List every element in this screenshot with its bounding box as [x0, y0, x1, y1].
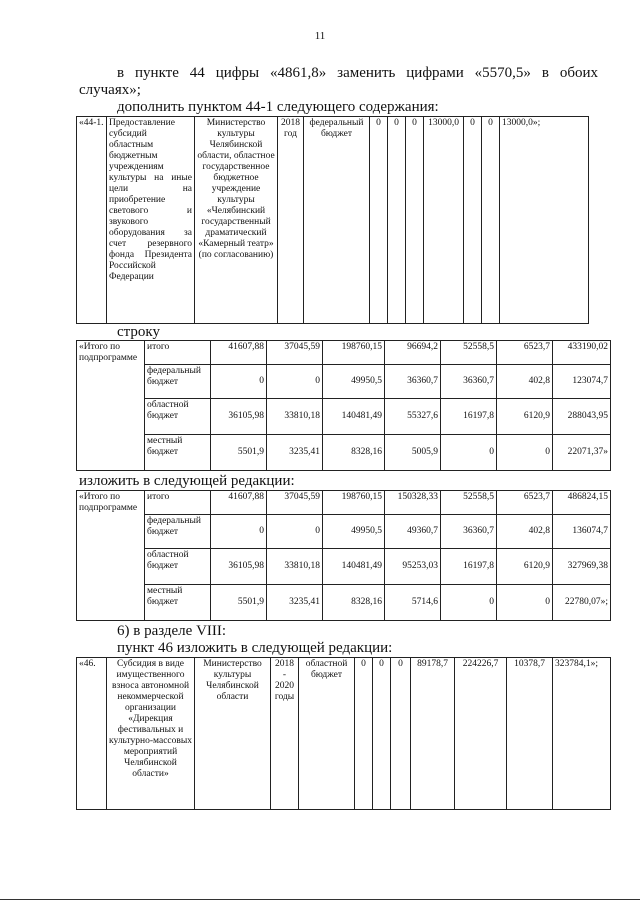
value-cell: 96694,2 [385, 341, 441, 365]
value-cell: 150328,33 [385, 491, 441, 515]
value-cell: 22780,07»; [553, 585, 611, 621]
value-cell: 16197,8 [441, 549, 497, 585]
value-cell: 0 [441, 435, 497, 471]
value-cell: 5005,9 [385, 435, 441, 471]
value-cell: 36360,7 [385, 365, 441, 399]
value-cell: 6523,7 [497, 341, 553, 365]
value-cell: 6120,9 [497, 399, 553, 435]
value-cell: 8328,16 [323, 585, 385, 621]
value-cell: 95253,03 [385, 549, 441, 585]
value-cell: 5501,9 [211, 585, 267, 621]
table-item-44-1 [76, 116, 589, 324]
stroku-label: строку [117, 324, 160, 340]
value-cell: 37045,59 [267, 491, 323, 515]
value-cell: 33810,18 [267, 399, 323, 435]
value-cell: 5714,6 [385, 585, 441, 621]
value-cell: 0 [482, 117, 500, 324]
item-name: Предоставление субсидий областным бюджетным учреждениям культуры на иные цели на приобретение светового и звукового оборудования за счет резервного фонда Президента Российской Федерации [107, 117, 195, 324]
value-cell: 36105,98 [211, 399, 267, 435]
value-cell: 89178,7 [411, 658, 455, 810]
value-cell: 402,8 [497, 365, 553, 399]
value-cell: 36360,7 [441, 365, 497, 399]
value-cell: 0 [267, 365, 323, 399]
value-cell: 140481,49 [323, 399, 385, 435]
value-cell: 3235,41 [267, 585, 323, 621]
value-cell: 402,8 [497, 515, 553, 549]
value-cell: 0 [355, 658, 373, 810]
value-cell: 486824,15 [553, 491, 611, 515]
value-cell: 0 [497, 435, 553, 471]
value-cell: 36105,98 [211, 549, 267, 585]
punkt-46-intro: пункт 46 изложить в следующей редакции: [117, 640, 393, 656]
item-source: областной бюджет [299, 658, 355, 810]
value-cell: 0 [406, 117, 424, 324]
value-cell: 327969,38 [553, 549, 611, 585]
value-cell: 22071,37» [553, 435, 611, 471]
value-cell: 0 [388, 117, 406, 324]
value-cell: 36360,7 [441, 515, 497, 549]
table-totals-old [76, 340, 611, 471]
value-cell: 49950,5 [323, 515, 385, 549]
table-totals-new [76, 490, 611, 621]
value-cell: 13000,0 [424, 117, 464, 324]
totals-label: «Итого по подпрограмме [77, 341, 145, 471]
value-cell: 136074,7 [553, 515, 611, 549]
paragraph-44-1-intro: дополнить пунктом 44-1 следующего содержания: [117, 99, 439, 115]
item-number: «46. [77, 658, 107, 810]
value-cell: 0 [370, 117, 388, 324]
value-cell: 10378,7 [507, 658, 553, 810]
row-source: итого [145, 341, 211, 365]
value-cell: 52558,5 [441, 491, 497, 515]
value-cell: 33810,18 [267, 549, 323, 585]
value-total: 13000,0»; [500, 117, 589, 324]
item-year: 2018 - 2020 годы [271, 658, 299, 810]
value-cell: 198760,15 [323, 491, 385, 515]
table-item-46 [76, 657, 611, 810]
value-cell: 6120,9 [497, 549, 553, 585]
value-cell: 37045,59 [267, 341, 323, 365]
value-cell: 6523,7 [497, 491, 553, 515]
page-bottom-rule [0, 899, 640, 900]
row-source: федеральный бюджет [145, 515, 211, 549]
value-cell: 16197,8 [441, 399, 497, 435]
value-cell: 123074,7 [553, 365, 611, 399]
value-cell: 0 [373, 658, 391, 810]
totals-label: «Итого по подпрограмме [77, 491, 145, 621]
item-year: 2018 год [278, 117, 304, 324]
item-name: Субсидия в виде имущественного взноса автономной некоммерческой организации «Дирекция фестивальных и культурно-массовых мероприятий Челябинской области» [107, 658, 195, 810]
value-cell: 0 [464, 117, 482, 324]
value-cell: 0 [391, 658, 411, 810]
value-cell: 52558,5 [441, 341, 497, 365]
paragraph-44-line1: в пункте 44 цифры «4861,8» заменить цифрами «5570,5» в обоих [117, 65, 598, 81]
item-organization: Министерство культуры Челябинской области [195, 658, 271, 810]
value-cell: 198760,15 [323, 341, 385, 365]
row-source: итого [145, 491, 211, 515]
value-cell: 0 [441, 585, 497, 621]
value-cell: 3235,41 [267, 435, 323, 471]
value-cell: 0 [211, 515, 267, 549]
value-total: 323784,1»; [553, 658, 611, 810]
item-organization: Министерство культуры Челябинской области, областное государственное бюджетное учреждение культуры «Челябинский государственный драматический «Камерный театр» (по согласованию) [195, 117, 278, 324]
value-cell: 55327,6 [385, 399, 441, 435]
section-heading: 6) в разделе VIII: [117, 623, 227, 639]
paragraph-44-line2: случаях»; [79, 82, 141, 98]
value-cell: 0 [497, 585, 553, 621]
value-cell: 49360,7 [385, 515, 441, 549]
value-cell: 41607,88 [211, 491, 267, 515]
row-source: областной бюджет [145, 399, 211, 435]
row-source: местный бюджет [145, 435, 211, 471]
value-cell: 140481,49 [323, 549, 385, 585]
value-cell: 49950,5 [323, 365, 385, 399]
row-source: федеральный бюджет [145, 365, 211, 399]
izlozhit-label: изложить в следующей редакции: [79, 473, 295, 489]
value-cell: 433190,02 [553, 341, 611, 365]
item-source: федеральный бюджет [304, 117, 370, 324]
row-source: областной бюджет [145, 549, 211, 585]
value-cell: 5501,9 [211, 435, 267, 471]
value-cell: 224226,7 [455, 658, 507, 810]
value-cell: 0 [267, 515, 323, 549]
value-cell: 41607,88 [211, 341, 267, 365]
value-cell: 0 [211, 365, 267, 399]
row-source: местный бюджет [145, 585, 211, 621]
value-cell: 8328,16 [323, 435, 385, 471]
value-cell: 288043,95 [553, 399, 611, 435]
page-number: 11 [314, 30, 326, 42]
item-number: «44-1. [77, 117, 107, 324]
